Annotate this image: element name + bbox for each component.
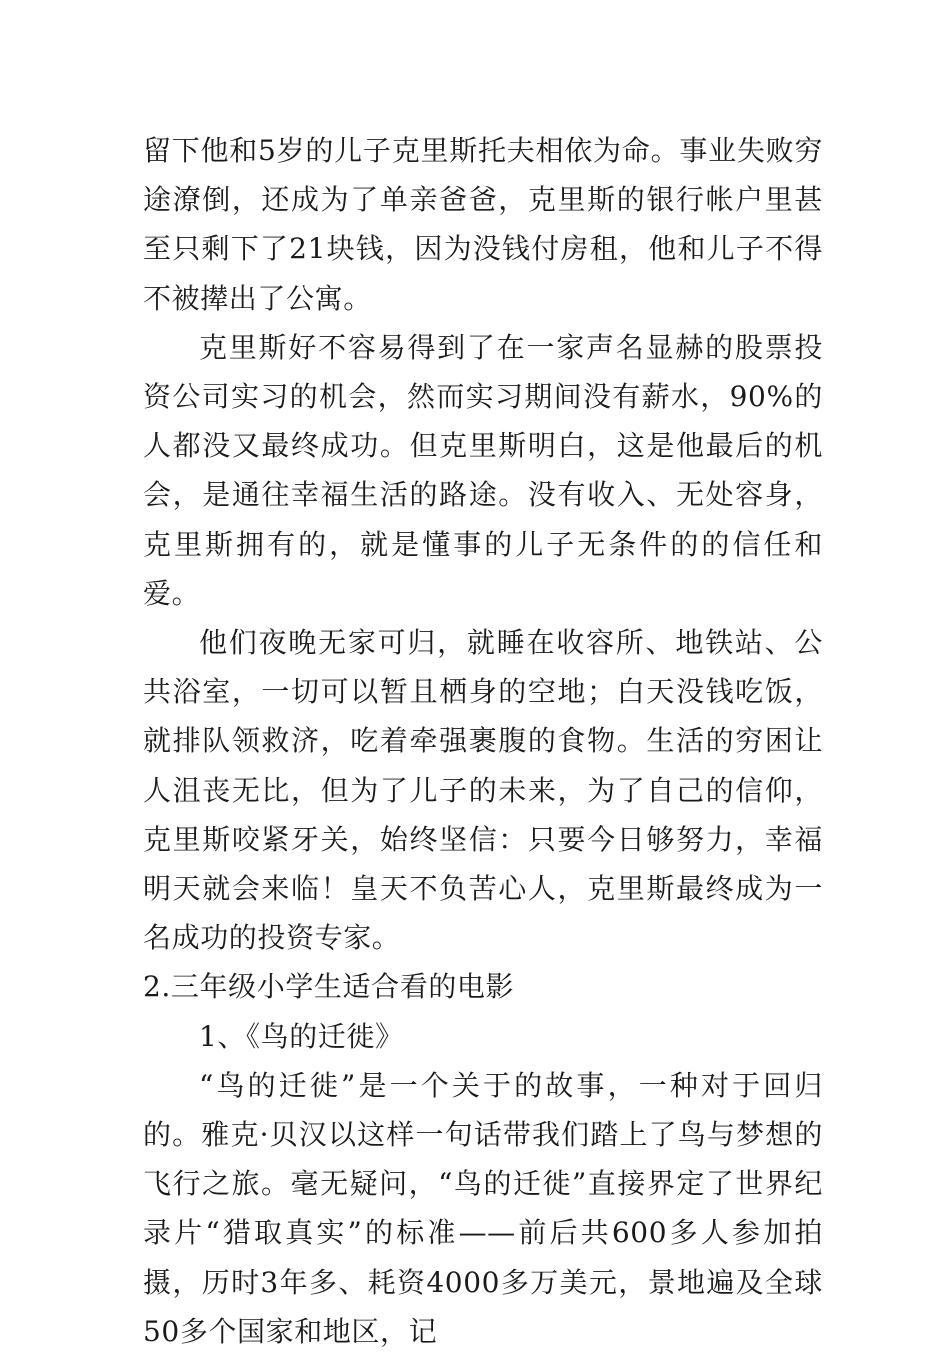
movie-title-heading: 1、《鸟的迁徙》 xyxy=(199,1019,404,1053)
document-body xyxy=(143,126,823,1356)
paragraph-hardship: 他们夜晚无家可归，就睡在收容所、地铁站、公共浴室，一切可以暂且栖身的空地；白天没钱吃饭，就排队领救济，吃着牵强裹腹的食物。生活的穷困让人沮丧无比，但为了儿子的未来，为了自己的信仰，克里斯咬紧牙关，始终坚信：只要今日够努力，幸福明天就会来临！皇天不负苦心人，克里斯最终成为一名成功的投资专家。 xyxy=(143,626,823,955)
paragraph-internship: 克里斯好不容易得到了在一家声名显赫的股票投资公司实习的机会，然而实习期间没有薪水，90%的人都没又最终成功。但克里斯明白，这是他最后的机会，是通往幸福生活的路途。没有收入、无处容身，克里斯拥有的，就是懂事的儿子无条件的的信任和爱。 xyxy=(143,330,823,610)
paragraph-continuation: 留下他和5岁的儿子克里斯托夫相依为命。事业失败穷途潦倒，还成为了单亲爸爸，克里斯的银行帐户里甚至只剩下了21块钱，因为没钱付房租，他和儿子不得不被撵出了公寓。 xyxy=(143,134,823,315)
section-heading: 2.三年级小学生适合看的电影 xyxy=(143,970,515,1004)
paragraph-migration: “鸟的迁徙”是一个关于的故事，一种对于回归的。雅克·贝汉以这样一句话带我们踏上了鸟与梦想的飞行之旅。毫无疑问，“鸟的迁徙”直接界定了世界纪录片“猎取真实”的标准——前后共600多人参加拍摄，历时3年多、耗资4000多万美元，景地遍及全球50多个国家和地区，记 xyxy=(143,1068,823,1348)
